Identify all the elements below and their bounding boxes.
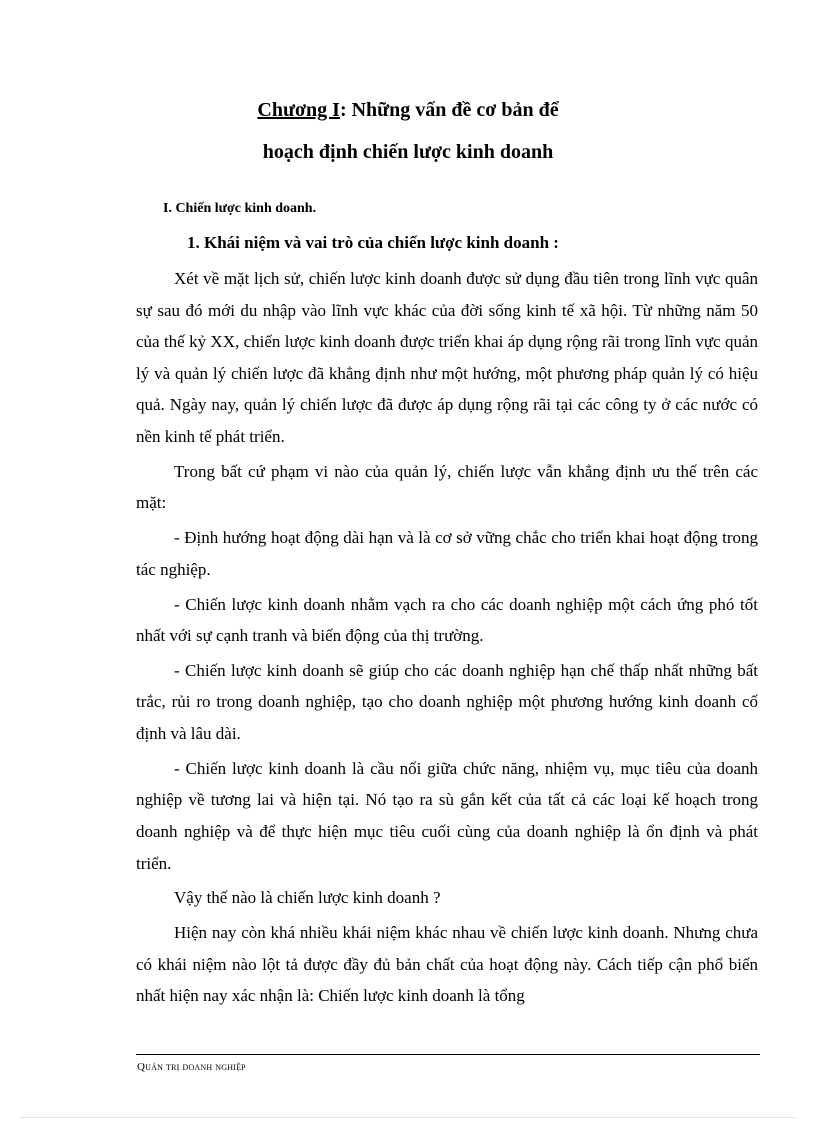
paragraph: Trong bất cứ phạm vi nào của quản lý, chiến lược vẫn khẳng định ưu thế trên các mặt: <box>136 461 758 513</box>
body-text <box>136 263 758 1015</box>
section-heading: I. Chiến lược kinh doanh. <box>163 201 317 216</box>
page-edge-dotted-line <box>20 1117 796 1118</box>
paragraph: - Chiến lược kinh doanh nhằm vạch ra cho các doanh nghiệp một cách ứng phó tốt nhất với sự cạnh tranh và biến động của thị trường. <box>136 594 758 646</box>
paragraph: - Chiến lược kinh doanh là cầu nối giữa chức năng, nhiệm vụ, mục tiêu của doanh nghiệp về tương lai và hiện tại. Nó tạo ra sù gắn kết của tất cả các loại kế hoạch trong doanh nghiệp và để thực hiện mục tiêu cuối cùng của doanh nghiệp là ổn định và phát triển. <box>136 758 758 873</box>
chapter-title-line-1 <box>0 98 816 122</box>
subsection-heading: 1. Khái niệm và vai trò của chiến lược kinh doanh : <box>187 233 559 252</box>
chapter-number: Chương I <box>257 99 340 121</box>
footer-divider <box>136 1054 760 1055</box>
paragraph: - Chiến lược kinh doanh sẽ giúp cho các doanh nghiệp hạn chế thấp nhất những bất trắc, rủi ro trong doanh nghiệp, tạo cho doanh nghiệp một phương hướng kinh doanh cố định và lâu dài. <box>136 660 758 744</box>
footer-text: Quản trị doanh nghiệp <box>137 1061 246 1073</box>
chapter-title-line-2: hoạch định chiến lược kinh doanh <box>262 141 554 163</box>
paragraph: Vậy thế nào là chiến lược kinh doanh ? <box>174 888 441 908</box>
paragraph: Xét về mặt lịch sử, chiến lược kinh doanh được sử dụng đầu tiên trong lĩnh vực quân sự sau đó mới du nhập vào lĩnh vực khác của đời sống kinh tế xã hội. Từ những năm 50 của thế kỷ XX, chiến lược kinh doanh được triển khai áp dụng rộng rãi trong lĩnh vực quản lý và quản lý chiến lược đã khẳng định như một hướng, một phương pháp quản lý có hiệu quả. Ngày nay, quản lý chiến lược đã được áp dụng rộng rãi tại các công ty ở các nước có nền kinh tế phát triển. <box>136 269 758 446</box>
paragraph: - Định hướng hoạt động dài hạn và là cơ sở vững chắc cho triển khai hoạt động trong tác nghiệp. <box>136 528 758 579</box>
paragraph: Hiện nay còn khá nhiều khái niệm khác nhau về chiến lược kinh doanh. Nhưng chưa có khái niệm nào lột tả được đầy đủ bản chất của hoạt động này. Cách tiếp cận phổ biến nhất hiện nay xác nhận là: Chiến lược kinh doanh là tổng <box>136 923 758 1006</box>
chapter-title-rest: : Những vấn đề cơ bản để <box>339 99 559 121</box>
